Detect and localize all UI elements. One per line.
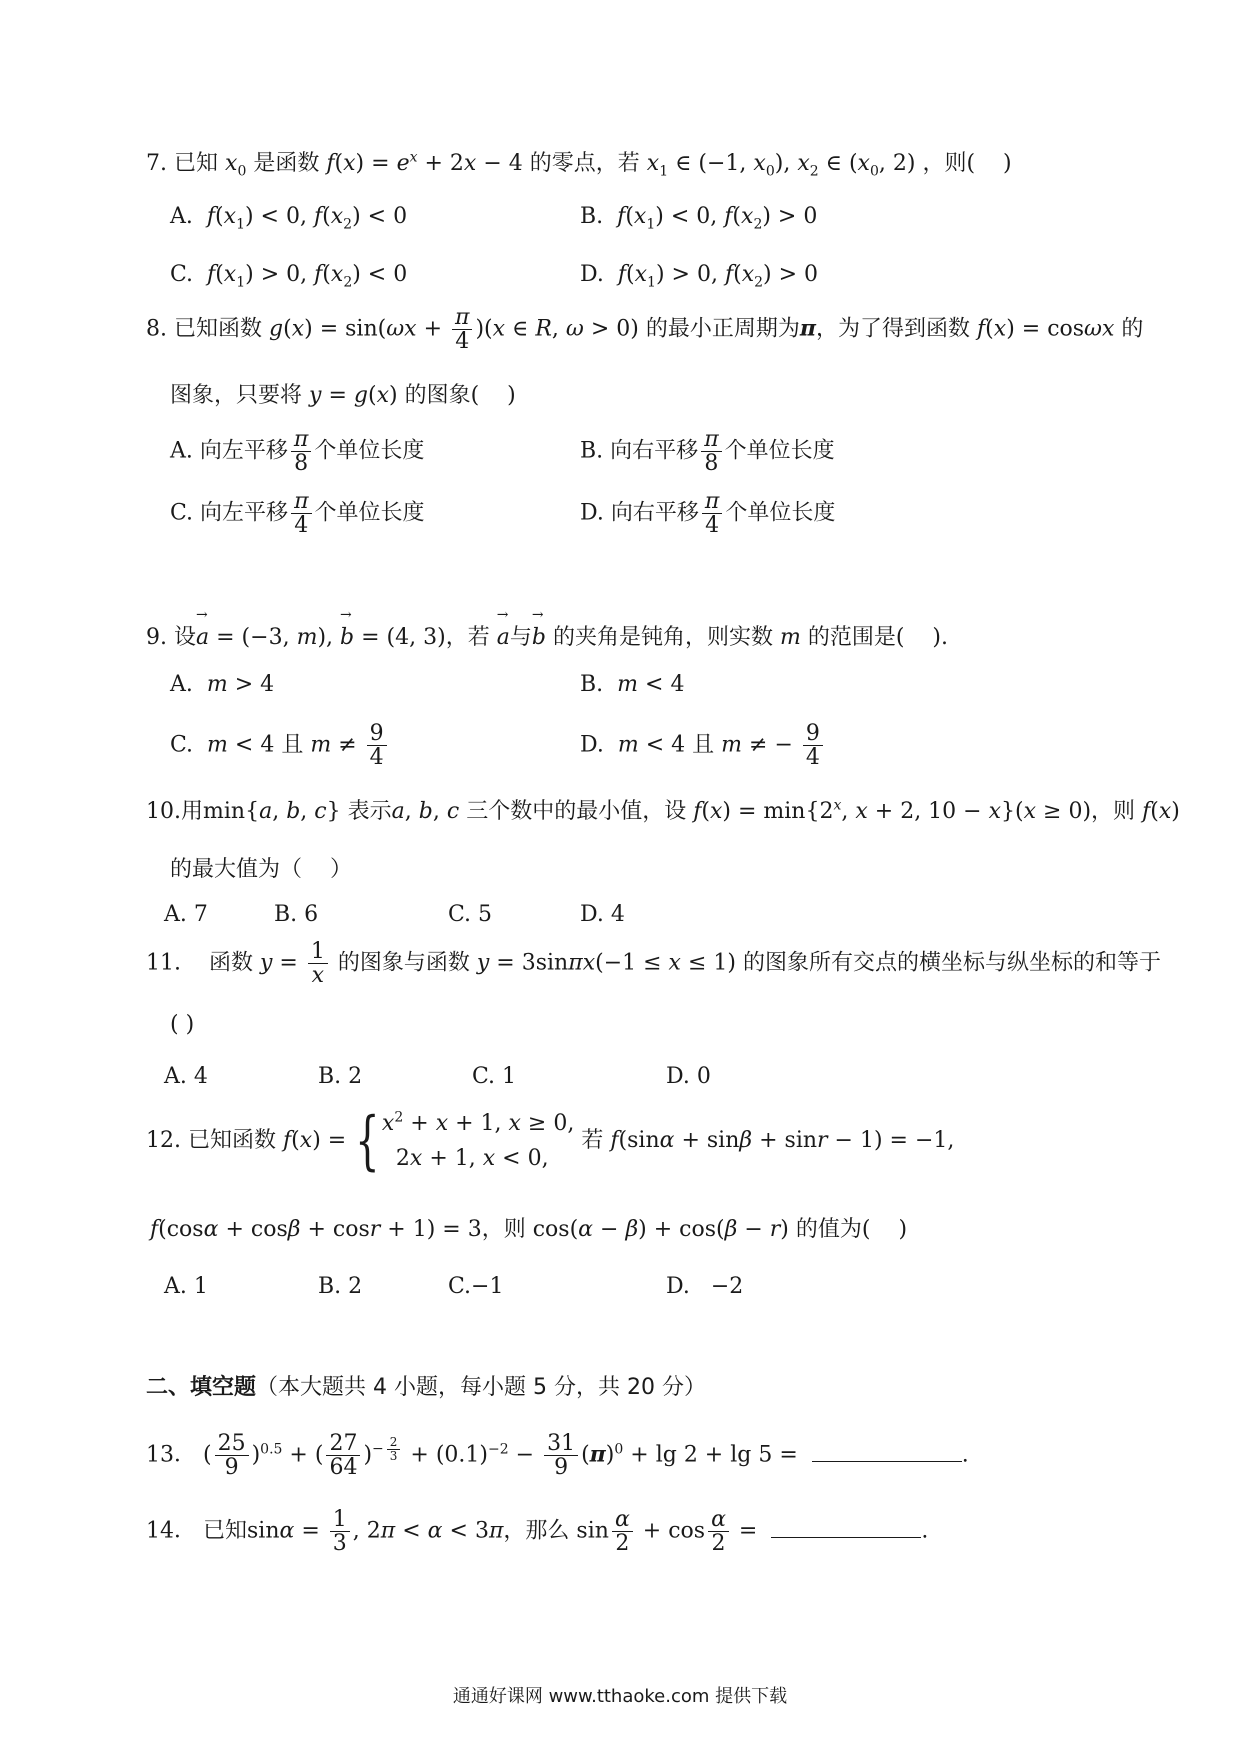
q8-option-c: C. 向左平移 $\frac{\pi}{4}$ 个单位长度 (170, 489, 425, 539)
q13-number: 13． (146, 1442, 196, 1468)
q9-text-4: 的夹角是钝角，则实数 (552, 625, 773, 650)
q10-option-a: A. 7 (164, 902, 208, 927)
q8-option-b-dir: 向右平移 (610, 438, 699, 464)
q12-text-2: 若 (581, 1128, 604, 1154)
q11-paren: ( ) (170, 1012, 195, 1037)
q9-option-c-label: C. (170, 732, 194, 758)
question-8: 8. 已知函数 g(x) = sin(ωx + $\frac{\pi}{4}$ )(x ∈ R, ω > 0) 的最小正周期为π，为了得到函数 f(x) = cosωx 的 (146, 305, 1144, 355)
q8-number: 8. (146, 316, 167, 342)
question-9: 9. 设→ a = (−3, m), → b = (4, 3)，若 → a与→ b 的夹角是钝角，则实数 m 的范围是( ). (146, 620, 1146, 651)
q9-option-c: C. m < 4 且 m ≠ $\frac{9}{4}$ (170, 722, 390, 769)
q7-text-4: ，则( (922, 151, 976, 176)
q8-option-b-unit: 个单位长度 (724, 438, 835, 464)
q9-option-d: D. m < 4 且 m ≠ − $\frac{9}{4}$ (580, 722, 826, 769)
q7-option-c-label: C. (170, 262, 194, 287)
q8-option-c-label: C. (170, 500, 194, 526)
q12-close: ) (898, 1217, 908, 1242)
q8-text-3: ，为了得到函数 (816, 316, 971, 342)
q8-option-b-label: B. (580, 438, 604, 464)
q12-option-d (666, 1274, 743, 1299)
q9-option-b-label: B. (580, 672, 604, 697)
q7-option-b-label: B. (580, 204, 604, 229)
q9-text-5: 的范围是( (807, 625, 905, 650)
q11-text-2: 的图象与函数 (337, 950, 470, 976)
q9-number: 9. (146, 625, 167, 650)
q8-option-a-unit: 个单位长度 (314, 438, 425, 464)
q9-option-b: B. m < 4 (580, 672, 685, 697)
q8-text-6: 的图象( (404, 383, 480, 408)
q10-text-4: 的最大值为（ (170, 857, 303, 882)
q8-text-5: 图象，只要将 (170, 383, 303, 408)
section-2-title: 二、填空题 (146, 1375, 257, 1400)
q9-text-1: 设 (174, 625, 197, 650)
q14-text-1: 已知 (203, 1518, 248, 1544)
q8-close: ) (507, 383, 516, 408)
q10-option-b: B. 6 (274, 902, 319, 927)
question-11: 11. 函数 y = $\frac{1}{x}$ 的图象与函数 y = 3sinπx(−1 ≤ x ≤ 1) 的图象所有交点的横坐标与纵坐标的和等于 (146, 939, 1161, 989)
q9-option-a-label: A. (170, 672, 193, 697)
q8-option-a: A. 向左平移 $\frac{\pi}{8}$ 个单位长度 (170, 427, 425, 477)
q12-option-d-label: D. (666, 1274, 690, 1299)
q12-option-c: C.−1 (448, 1274, 504, 1299)
q10-continuation (170, 852, 352, 883)
q9-option-d-and: 且 (692, 732, 715, 758)
q8-option-c-unit: 个单位长度 (314, 500, 425, 526)
q12-option-a: A. 1 (164, 1274, 208, 1299)
section-2-note: （本大题共 4 小题，每小题 5 分，共 20 分） (256, 1375, 706, 1400)
q7-option-b: B. $f(x_1) < 0$, $f(x_2) > 0$ (580, 204, 818, 233)
page-footer: 通通好课网 www.tthaoke.com 提供下载 (452, 1686, 788, 1707)
q12-option-d-value: −2 (710, 1274, 744, 1299)
q7-close: ) (1003, 151, 1012, 176)
q8-continuation: 图象，只要将 y = g(x) 的图象( ) (170, 383, 516, 408)
q10-text-3: ，则 (1091, 799, 1136, 824)
q9-option-a: A. m > 4 (170, 672, 275, 697)
q12-number: 12. (146, 1128, 181, 1154)
q8-option-d-dir: 向右平移 (610, 500, 699, 526)
q7-option-a: A. $f(x_1) < 0$, $f(x_2) < 0$ (170, 204, 408, 233)
q11-option-c: C. 1 (472, 1064, 517, 1089)
q11-text-1: 函数 (208, 950, 253, 976)
q14-number: 14． (146, 1518, 196, 1544)
q9-close: ). (932, 625, 948, 650)
q10-number: 10.用 (146, 799, 203, 824)
q7-text-3: 的零点，若 (529, 151, 640, 176)
q11-option-d: D. 0 (666, 1064, 711, 1089)
q8-option-b: B. 向右平移 $\frac{\pi}{8}$ 个单位长度 (580, 427, 835, 477)
q7-option-d-label: D. (580, 262, 604, 287)
q11-number: 11. (146, 950, 181, 976)
question-14: 14． 已知sinα = $\frac{1}{3}$ , 2π < α < 3π，那么 sin $\frac{\alpha}{2}$ + cos $\frac{\alpha}{2}$ = . (146, 1507, 929, 1557)
q8-option-a-dir: 向左平移 (199, 438, 288, 464)
q9-option-c-and: 且 (281, 732, 304, 758)
q7-option-a-label: A. (170, 204, 193, 229)
q11-option-a: A. 4 (164, 1064, 208, 1089)
q12-option-b: B. 2 (318, 1274, 363, 1299)
q7-text-2: 是函数 (253, 151, 320, 176)
q12-text-1: 已知函数 (188, 1128, 277, 1154)
question-7: 7. 已知 $x_0$ 是函数 $f(x) = e^x + 2x - 4$ 的零点，若 $x_1$ ∈ (−1, $x_0$), $x_2$ ∈ ($x_0$, 2) ，则( ) (146, 149, 1012, 180)
q11-option-b: B. 2 (318, 1064, 363, 1089)
q8-option-d-label: D. (580, 500, 604, 526)
q8-option-a-label: A. (170, 438, 193, 464)
q11-text-3: 的图象所有交点的横坐标与纵坐标的和等于 (742, 950, 1161, 976)
q12-continuation: f(cosα + cosβ + cosr + 1) = 3，则 cos(α − β) + cos(β − r) 的值为( ) (150, 1217, 908, 1242)
q9-option-d-label: D. (580, 732, 604, 758)
q7-number: 7. (146, 151, 167, 176)
q8-text-4: 的 (1121, 316, 1144, 342)
q7-option-d: D. $f(x_1) > 0$, $f(x_2) > 0$ (580, 262, 819, 291)
q8-option-c-dir: 向左平移 (200, 500, 289, 526)
q10-text-1: 表示 (347, 799, 392, 824)
q8-text-2: 的最小正周期为 (645, 316, 800, 342)
question-12: 12. 已知函数 $f(x) = \{x^2 + x + 1$, x ≥ 0, 2x + 1, x < 0, 若 f(sinα + sinβ + sinr − 1) = −1, (146, 1104, 955, 1179)
q14-answer-blank[interactable] (771, 1536, 921, 1538)
q10-text-2: 三个数中的最小值，设 (466, 799, 687, 824)
q9-text-3: 与 (509, 625, 532, 650)
q8-option-d-unit: 个单位长度 (725, 500, 836, 526)
q7-text-1: 已知 (174, 151, 219, 176)
question-13: 13． ( $\frac{25}{9}$ )$^{0.5}$ + ( $\frac{27}{64}$ )$^{- \frac{2}{3}}$ + $(0.1)^{-2}$ − $\frac{31}{9}$ $(\pi)^0 + \lg 2 + \lg 5$ = . (146, 1431, 969, 1481)
q12-text-3: ，则 (481, 1217, 526, 1242)
q10-close: ） (330, 857, 353, 882)
q7-option-c: C. $f(x_1) > 0$, $f(x_2) < 0$ (170, 262, 408, 291)
question-10: 10.用min{a, b, c} 表示a, b, c 三个数中的最小值，设 $f(x) = \min\{2^x$, x + 2, 10 − x}(x ≥ 0)，则 f(x) (146, 797, 1180, 824)
q8-option-d: D. 向右平移 $\frac{\pi}{4}$ 个单位长度 (580, 489, 836, 539)
q10-option-c: C. 5 (448, 902, 493, 927)
q12-text-4: 的值为( (795, 1217, 871, 1242)
q10-option-d: D. 4 (580, 902, 625, 927)
section-2-heading (146, 1370, 706, 1401)
q14-text-2: ，那么 (503, 1518, 570, 1544)
q9-text-2: ，若 (445, 625, 490, 650)
q8-text-1: 已知函数 (174, 316, 263, 342)
q13-answer-blank[interactable] (812, 1460, 962, 1462)
